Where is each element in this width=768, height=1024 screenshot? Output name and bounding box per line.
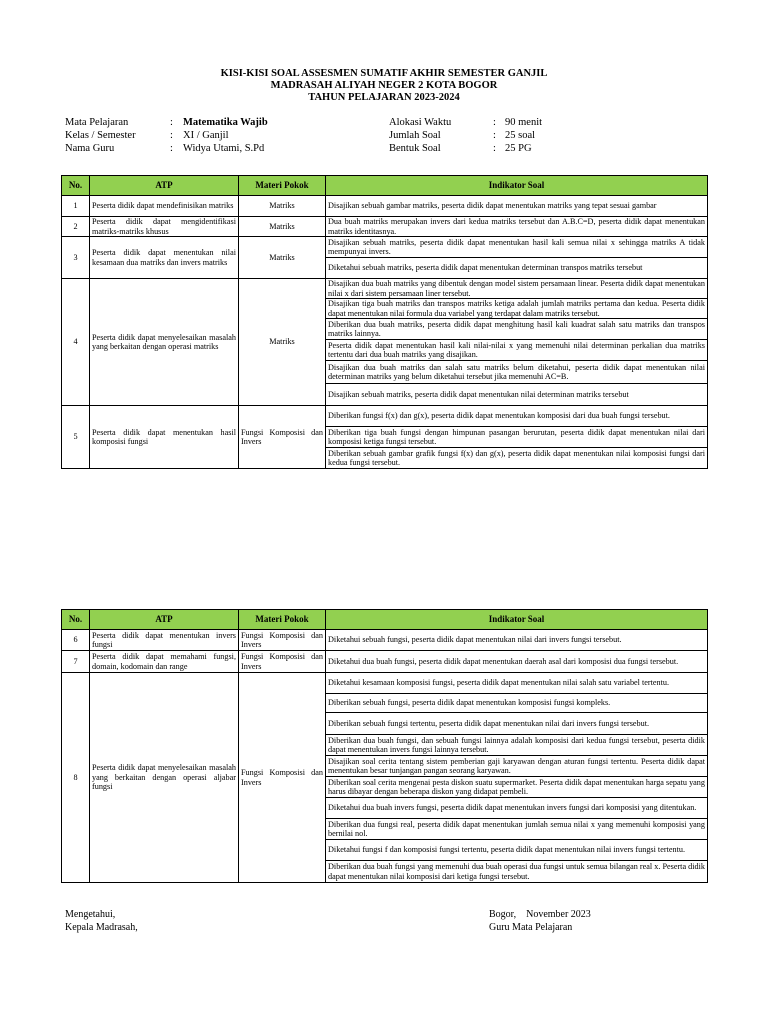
cell-indikator: Diketahui kesamaan komposisi fungsi, peserta didik dapat menentukan nilai salah satu variabel tertentu. [326,673,708,694]
info-colon: : [170,117,173,128]
cell-indikator: Peserta didik dapat menentukan hasil kali nilai-nilai x yang memenuhi nilai determinan perkalian dua matriks tertentu dari dua buah matriks yang disajikan. [326,340,708,361]
table-header-row [62,610,708,630]
cell-atp: Peserta didik dapat mendefinisikan matriks [90,196,239,217]
info-colon: : [493,143,496,154]
info-row-class [65,129,385,142]
cell-no: 2 [62,217,90,237]
doc-title-line3: TAHUN PELAJARAN 2023-2024 [308,92,460,103]
cell-no: 4 [62,279,90,406]
info-label: Alokasi Waktu [389,117,452,128]
cell-atp: Peserta didik dapat menentukan hasil komposisi fungsi [90,406,239,469]
info-label: Kelas / Semester [65,130,136,141]
info-value: 25 PG [505,143,532,154]
cell-materi: Fungsi Komposisi dan Invers [239,651,326,673]
table-row [62,651,708,673]
cell-indikator: Diberikan dua fungsi real, peserta didik dapat menentukan jumlah semua nilai x yang memenuhi komposisi yang bernilai nol. [326,819,708,840]
cell-materi: Matriks [239,196,326,217]
cell-atp: Peserta didik dapat menyelesaikan masalah yang berkaitan dengan operasi aljabar fungsi [90,673,239,883]
cell-atp: Peserta didik dapat menentukan invers fungsi [90,630,239,651]
cell-indikator: Diberikan tiga buah fungsi dengan himpunan pasangan berurutan, peserta didik dapat menentukan nilai dari komposisi ketiga fungsi tersebut. [326,427,708,448]
cell-no: 1 [62,196,90,217]
cell-atp: Peserta didik dapat mengidentifikasi matriks-matriks khusus [90,217,239,237]
cell-indikator: Dua buah matriks merupakan invers dari kedua matriks tersebut dan A.B.C=D, peserta didik dapat menentukan matriks identitasnya. [326,217,708,237]
cell-materi: Matriks [239,279,326,406]
table-row [62,237,708,258]
cell-indikator: Disajikan dua buah matriks dan salah satu matriks belum diketahui, peserta didik dapat menentukan nilai determinan matriks yang belum diketahui tersebut jika memenuhi AC=B. [326,361,708,384]
signature-headmaster: Kepala Madrasah, [65,922,138,933]
info-row-count [389,129,609,142]
table-row [62,217,708,237]
cell-indikator: Disajikan dua buah matriks yang dibentuk dengan model sistem persamaan linear. Peserta didik dapat menentukan nilai x dari sistem persamaan liner tersebut. [326,279,708,299]
cell-indikator: Diberikan sebuah fungsi, peserta didik dapat menentukan komposisi fungsi kompleks. [326,694,708,713]
cell-no: 6 [62,630,90,651]
table-row [62,196,708,217]
cell-indikator: Diberikan sebuah gambar grafik fungsi f(x) dan g(x), peserta didik dapat menentukan nilai komposisi fungsi dari kedua fungsi tersebut. [326,448,708,469]
doc-title-line1: KISI-KISI SOAL ASSESMEN SUMATIF AKHIR SEMESTER GANJIL [220,68,548,79]
table-header-row [62,176,708,196]
header-no: No. [62,176,90,196]
info-label: Nama Guru [65,143,115,154]
cell-no: 3 [62,237,90,279]
info-left [65,116,385,158]
cell-atp: Peserta didik dapat menyelesaikan masalah yang berkaitan dengan operasi matriks [90,279,239,406]
cell-materi: Fungsi Komposisi dan Invers [239,630,326,651]
info-value: 90 menit [505,117,543,128]
cell-atp: Peserta didik dapat menentukan nilai kesamaan dua matriks dan invers matriks [90,237,239,279]
header-atp: ATP [90,176,239,196]
info-value: Widya Utami, S.Pd [183,143,265,154]
header-indikator: Indikator Soal [326,176,708,196]
signature-acknowledged: Mengetahui, [65,909,116,920]
table-row [62,630,708,651]
table-row [62,673,708,694]
header-materi: Materi Pokok [239,610,326,630]
doc-title-line2: MADRASAH ALIYAH NEGER 2 KOTA BOGOR [270,80,498,91]
header-indikator: Indikator Soal [326,610,708,630]
cell-no: 7 [62,651,90,673]
cell-indikator: Diketahui sebuah fungsi, peserta didik dapat menentukan nilai dari invers fungsi tersebut. [326,630,708,651]
cell-indikator: Diberikan dua buah matriks, peserta didik dapat menghitung hasil kali kuadrat salah satu matriks dan transpos matriks lainnya. [326,319,708,340]
table-row [62,406,708,427]
signature-teacher: Guru Mata Pelajaran [489,922,573,933]
signature-place-date: Bogor, November 2023 [489,909,591,920]
info-row-subject [65,116,385,129]
kisi-kisi-table-2 [61,609,708,883]
cell-indikator: Diketahui dua buah invers fungsi, peserta didik dapat menentukan invers fungsi dari komposisi yang ditentukan. [326,798,708,819]
info-colon: : [170,130,173,141]
info-colon: : [170,143,173,154]
cell-no: 5 [62,406,90,469]
cell-indikator: Disajikan sebuah gambar matriks, peserta didik dapat menentukan matriks yang tepat sesuai gambar [326,196,708,217]
cell-atp: Peserta didik dapat memahami fungsi, domain, kodomain dan range [90,651,239,673]
info-row-teacher [65,142,385,155]
cell-indikator: Disajikan tiga buah matriks dan transpos matriks ketiga adalah jumlah matriks pertama dan kedua. Peserta didik dapat menentukan nilai formula dua variabel yang terdapat dalam matriks tersebut. [326,299,708,319]
cell-indikator: Diberikan dua buah fungsi, dan sebuah fungsi lainnya adalah komposisi dari kedua fungsi tersebut, peserta didik dapat menentukan invers fungsi lainnya tersebut. [326,735,708,756]
cell-indikator: Diberikan fungsi f(x) dan g(x), peserta didik dapat menentukan komposisi dari dua buah fungsi tersebut. [326,406,708,427]
cell-materi: Fungsi Komposisi dan Invers [239,406,326,469]
info-colon: : [493,117,496,128]
cell-indikator: Diketahui fungsi f dan komposisi fungsi tertentu, peserta didik dapat menentukan nilai invers fungsi tertentu. [326,840,708,861]
cell-materi: Fungsi Komposisi dan Invers [239,673,326,883]
info-right [389,116,609,158]
cell-indikator: Diberikan dua buah fungsi yang memenuhi dua buah operasi dua fungsi untuk semua bilangan real x. Peserta didik dapat menentukan nilai komposisi dari ketiga fungsi tersebut. [326,861,708,883]
cell-indikator: Diberikan sebuah fungsi tertentu, peserta didik dapat menentukan nilai dari invers fungsi tersebut. [326,713,708,735]
cell-materi: Matriks [239,217,326,237]
kisi-kisi-table-1 [61,175,708,469]
header-no: No. [62,610,90,630]
cell-indikator: Disajikan sebuah matriks, peserta didik dapat menentukan hasil kali semua nilai x sehingga matriks A tidak mempunyai invers. [326,237,708,258]
cell-indikator: Diketahui dua buah fungsi, peserta didik dapat menentukan daerah asal dari komposisi dua fungsi tersebut. [326,651,708,673]
info-value: XI / Ganjil [183,130,229,141]
cell-no: 8 [62,673,90,883]
info-label: Jumlah Soal [389,130,441,141]
table-row [62,279,708,299]
header-materi: Materi Pokok [239,176,326,196]
info-row-form [389,142,609,155]
info-label: Mata Pelajaran [65,117,129,128]
info-colon: : [493,130,496,141]
info-row-time [389,116,609,129]
info-label: Bentuk Soal [389,143,441,154]
cell-indikator: Disajikan soal cerita tentang sistem pemberian gaji karyawan dengan aturan fungsi tertentu. Peserta didik dapat menentukan besar tunjangan pangan seorang karyawan. [326,756,708,777]
cell-indikator: Disajikan sebuah matriks, peserta didik dapat menentukan nilai determinan matriks tersebut [326,384,708,406]
header-atp: ATP [90,610,239,630]
cell-indikator: Diketahui sebuah matriks, peserta didik dapat menentukan determinan transpos matriks tersebut [326,258,708,279]
cell-indikator: Diberikan soal cerita mengenai pesta diskon suatu supermarket. Peserta didik dapat menentukan harga sepatu yang harus dibayar dengan beberapa diskon yang didapat pembeli. [326,777,708,798]
cell-materi: Matriks [239,237,326,279]
info-value: Matematika Wajib [183,117,268,128]
info-value: 25 soal [505,130,536,141]
